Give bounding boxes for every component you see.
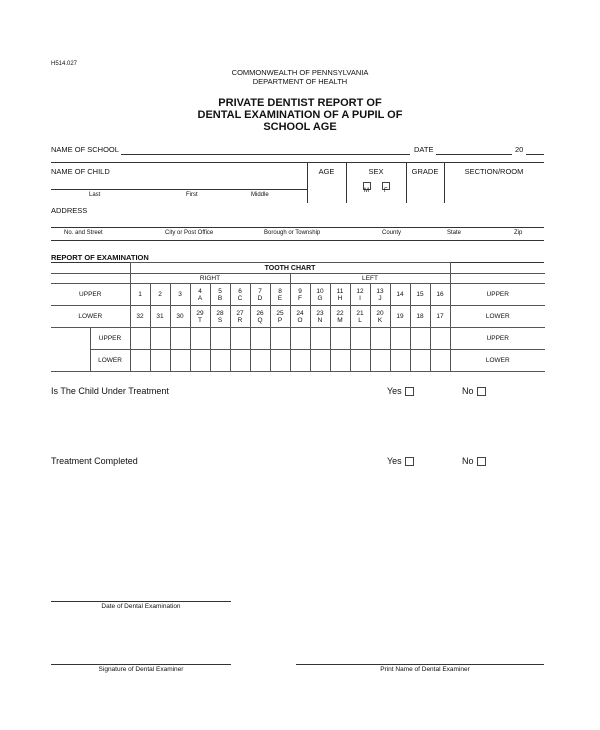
note-cell[interactable] — [170, 350, 190, 372]
female-label: F — [384, 188, 388, 194]
note-cell[interactable] — [330, 328, 350, 350]
tooth-letter: L — [358, 316, 362, 324]
tooth-letter: N — [317, 316, 323, 324]
tooth-cell[interactable] — [250, 284, 270, 306]
note-cell[interactable] — [250, 350, 270, 372]
tooth-letter: H — [337, 294, 343, 302]
tooth-letter: S — [217, 316, 223, 324]
yes-label: Yes — [387, 386, 402, 396]
tooth-number: 15 — [416, 291, 424, 298]
address-field[interactable] — [51, 227, 544, 228]
form-code: H514.027 — [51, 61, 78, 67]
tooth-number: 13 — [376, 287, 384, 295]
tooth-cell[interactable] — [270, 306, 290, 328]
tooth-letter: P — [277, 316, 283, 324]
tooth-number: 18 — [416, 313, 424, 320]
tooth-cell[interactable] — [370, 284, 390, 306]
tooth-cell[interactable] — [150, 306, 170, 328]
tooth-cell[interactable] — [210, 284, 230, 306]
note-cell[interactable] — [130, 350, 150, 372]
tooth-letter: C — [237, 294, 243, 302]
sex-label: SEX — [368, 167, 384, 176]
date-field[interactable] — [436, 154, 512, 155]
tooth-cell[interactable] — [290, 284, 310, 306]
tooth-number: 5 — [218, 287, 222, 295]
note-cell[interactable] — [250, 328, 270, 350]
tooth-letter: A — [197, 294, 203, 302]
notes-lower-label: LOWER — [90, 350, 130, 372]
year-field[interactable] — [526, 154, 544, 155]
tooth-cell[interactable] — [310, 306, 330, 328]
yes-checkbox[interactable] — [405, 457, 414, 466]
date-label: DATE — [414, 145, 434, 154]
note-cell[interactable] — [190, 350, 210, 372]
tooth-cell[interactable] — [270, 284, 290, 306]
no-checkbox[interactable] — [477, 457, 486, 466]
tooth-number: 4 — [198, 287, 202, 295]
tooth-cell[interactable] — [230, 306, 250, 328]
tooth-number: 24 — [296, 309, 304, 317]
tooth-cell[interactable] — [210, 306, 230, 328]
tooth-letter: I — [359, 294, 361, 302]
tooth-cell[interactable] — [190, 284, 210, 306]
tooth-number: 11 — [336, 287, 344, 295]
treatment-completed-question: Treatment Completed — [51, 456, 138, 466]
tooth-cell[interactable] — [170, 306, 190, 328]
tooth-number: 6 — [238, 287, 242, 295]
tooth-cell[interactable] — [230, 284, 250, 306]
under-treatment-no[interactable] — [462, 386, 486, 396]
form-title-line2: DENTAL EXAMINATION OF A PUPIL OF — [197, 109, 403, 121]
note-cell[interactable] — [130, 328, 150, 350]
note-cell[interactable] — [170, 328, 190, 350]
tooth-cell[interactable] — [130, 284, 150, 306]
notes-chart — [51, 327, 545, 372]
note-cell[interactable] — [150, 328, 170, 350]
signature-caption: Signature of Dental Examiner — [98, 666, 184, 673]
tooth-cell[interactable] — [150, 284, 170, 306]
note-cell[interactable] — [430, 328, 450, 350]
child-name-field[interactable] — [51, 189, 307, 190]
note-cell[interactable] — [410, 328, 430, 350]
notes-upper-label-right: UPPER — [450, 328, 545, 350]
tooth-letter: T — [198, 316, 202, 324]
lower-row-label: LOWER — [51, 306, 130, 328]
tooth-number: 19 — [396, 313, 404, 320]
tooth-number: 31 — [156, 313, 164, 320]
tooth-letter: R — [237, 316, 243, 324]
year-prefix: 20 — [515, 145, 524, 154]
first-name-caption: First — [186, 192, 198, 198]
treatment-completed-no[interactable] — [462, 456, 486, 466]
note-cell[interactable] — [190, 328, 210, 350]
age-label: AGE — [318, 167, 335, 176]
yes-label: Yes — [387, 456, 402, 466]
form-title-line3: SCHOOL AGE — [263, 121, 337, 133]
note-cell[interactable] — [370, 350, 390, 372]
note-cell[interactable] — [350, 328, 370, 350]
note-cell[interactable] — [230, 328, 250, 350]
male-label: M — [364, 188, 369, 194]
tooth-cell[interactable] — [330, 306, 350, 328]
tooth-number: 9 — [298, 287, 302, 295]
middle-name-caption: Middle — [251, 192, 269, 198]
note-cell[interactable] — [390, 350, 410, 372]
tooth-cell[interactable] — [310, 284, 330, 306]
divider — [51, 240, 544, 241]
note-cell[interactable] — [430, 350, 450, 372]
header-line1: COMMONWEALTH OF PENNSYLVANIA — [231, 68, 369, 77]
signature-field[interactable] — [51, 664, 231, 665]
tooth-number: 26 — [256, 309, 264, 317]
chart-blank — [51, 263, 130, 274]
tooth-number: 32 — [136, 313, 144, 320]
tooth-letter: Q — [257, 316, 263, 324]
no-label: No — [462, 386, 474, 396]
tooth-letter: E — [277, 294, 283, 302]
note-cell[interactable] — [270, 328, 290, 350]
chart-blank — [450, 274, 545, 284]
tooth-cell[interactable] — [130, 306, 150, 328]
tooth-number: 12 — [356, 287, 364, 295]
tooth-letter: M — [337, 316, 343, 324]
upper-row-label-right: UPPER — [450, 284, 545, 306]
tooth-letter: F — [298, 294, 302, 302]
under-treatment-question: Is The Child Under Treatment — [51, 386, 169, 396]
treatment-completed-yes[interactable] — [387, 456, 414, 466]
tooth-letter: O — [297, 316, 303, 324]
note-cell[interactable] — [210, 328, 230, 350]
tooth-number: 10 — [316, 287, 324, 295]
note-cell[interactable] — [310, 350, 330, 372]
tooth-number: 2 — [158, 291, 162, 298]
left-side-label: LEFT — [290, 274, 450, 284]
note-cell[interactable] — [230, 350, 250, 372]
tooth-letter: G — [317, 294, 323, 302]
lower-row-label-right: LOWER — [450, 306, 545, 328]
tooth-letter: J — [378, 294, 382, 302]
tooth-cell[interactable] — [370, 306, 390, 328]
tooth-cell[interactable] — [170, 284, 190, 306]
note-cell[interactable] — [290, 328, 310, 350]
tooth-number: 22 — [336, 309, 344, 317]
state-caption: State — [447, 230, 462, 236]
print-name-caption: Print Name of Dental Examiner — [380, 666, 470, 673]
tooth-cell[interactable] — [430, 284, 450, 306]
tooth-number: 29 — [196, 309, 204, 317]
child-name-label: NAME OF CHILD — [51, 167, 110, 176]
chart-blank — [51, 328, 90, 372]
tooth-number: 28 — [216, 309, 224, 317]
street-caption: No. and Street — [64, 230, 103, 236]
section-room-label: SECTION/ROOM — [464, 167, 524, 176]
report-section-title: REPORT OF EXAMINATION — [51, 253, 149, 262]
tooth-letter: B — [217, 294, 223, 302]
right-side-label: RIGHT — [130, 274, 290, 284]
form-title-line1: PRIVATE DENTIST REPORT OF — [218, 97, 382, 109]
chart-blank — [51, 274, 130, 284]
tooth-cell[interactable] — [190, 306, 210, 328]
header-line2: DEPARTMENT OF HEALTH — [252, 77, 348, 86]
tooth-number: 30 — [176, 313, 184, 320]
zip-caption: Zip — [514, 230, 523, 236]
notes-lower-label-right: LOWER — [450, 350, 545, 372]
tooth-chart-title: TOOTH CHART — [130, 263, 450, 274]
note-cell[interactable] — [410, 350, 430, 372]
grade-label: GRADE — [411, 167, 439, 176]
last-name-caption: Last — [89, 192, 101, 198]
tooth-number: 1 — [138, 291, 142, 298]
school-name-field[interactable] — [121, 154, 410, 155]
tooth-number: 7 — [258, 287, 262, 295]
no-label: No — [462, 456, 474, 466]
tooth-cell[interactable] — [430, 306, 450, 328]
note-cell[interactable] — [310, 328, 330, 350]
tooth-number: 8 — [278, 287, 282, 295]
tooth-letter: K — [377, 316, 383, 324]
print-name-field[interactable] — [296, 664, 544, 665]
tooth-letter: D — [257, 294, 263, 302]
note-cell[interactable] — [150, 350, 170, 372]
tooth-cell[interactable] — [410, 284, 430, 306]
county-caption: County — [382, 230, 402, 236]
note-cell[interactable] — [370, 328, 390, 350]
tooth-cell[interactable] — [330, 284, 350, 306]
tooth-number: 25 — [276, 309, 284, 317]
child-row-top-border — [51, 162, 544, 163]
tooth-number: 27 — [236, 309, 244, 317]
note-cell[interactable] — [210, 350, 230, 372]
school-name-label: NAME OF SCHOOL — [51, 145, 119, 154]
tooth-cell[interactable] — [350, 306, 370, 328]
tooth-number: 17 — [436, 313, 444, 320]
note-cell[interactable] — [330, 350, 350, 372]
notes-upper-label: UPPER — [90, 328, 130, 350]
tooth-chart — [51, 262, 545, 328]
borough-caption: Borough or Township — [264, 230, 321, 236]
note-cell[interactable] — [270, 350, 290, 372]
tooth-number: 3 — [178, 291, 182, 298]
note-cell[interactable] — [290, 350, 310, 372]
note-cell[interactable] — [350, 350, 370, 372]
note-cell[interactable] — [390, 328, 410, 350]
tooth-number: 14 — [396, 291, 404, 298]
under-treatment-yes[interactable] — [387, 386, 414, 396]
tooth-cell[interactable] — [290, 306, 310, 328]
tooth-number: 23 — [316, 309, 324, 317]
tooth-cell[interactable] — [250, 306, 270, 328]
chart-blank — [450, 263, 545, 274]
city-caption: City or Post Office — [165, 230, 214, 236]
tooth-cell[interactable] — [390, 306, 410, 328]
tooth-cell[interactable] — [390, 284, 410, 306]
tooth-number: 20 — [376, 309, 384, 317]
tooth-cell[interactable] — [410, 306, 430, 328]
upper-row-label: UPPER — [51, 284, 130, 306]
yes-checkbox[interactable] — [405, 387, 414, 396]
exam-date-field[interactable] — [51, 601, 231, 602]
tooth-cell[interactable] — [350, 284, 370, 306]
tooth-number: 21 — [356, 309, 364, 317]
exam-date-caption: Date of Dental Examination — [101, 603, 181, 610]
tooth-number: 16 — [436, 291, 444, 298]
address-label: ADDRESS — [51, 206, 88, 215]
no-checkbox[interactable] — [477, 387, 486, 396]
